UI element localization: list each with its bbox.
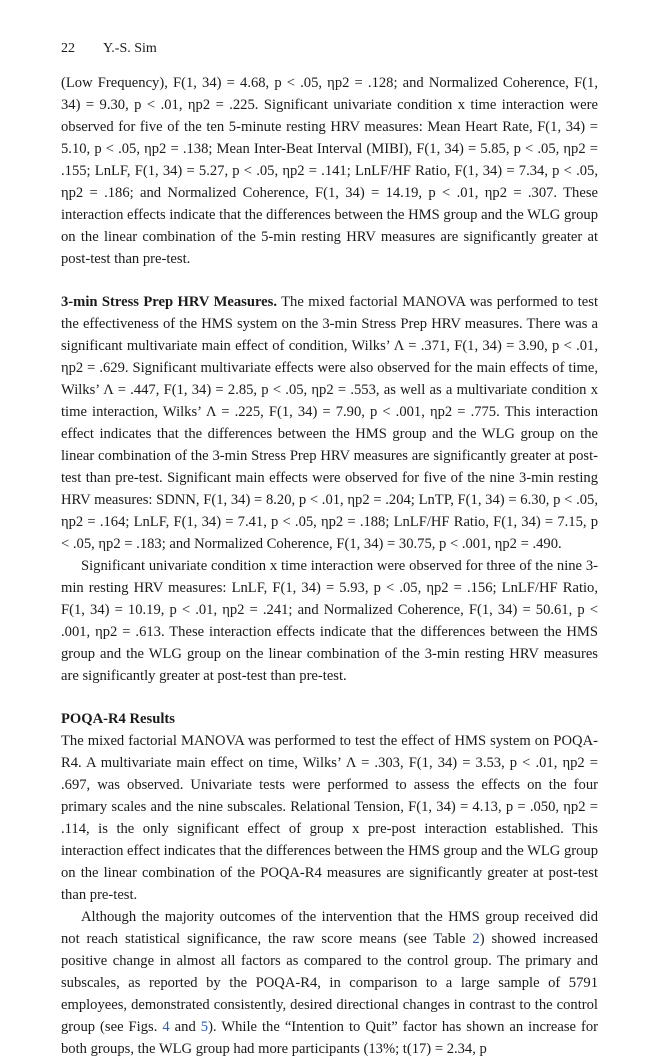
text-segment: Although the majority outcomes of the intervention that the HMS group received did not reach statistical significance, the raw score means (see Table <box>61 909 598 947</box>
page <box>61 38 598 1060</box>
subsection-heading: 3-min Stress Prep HRV Measures. <box>61 294 277 310</box>
paragraph-3min-stress-prep <box>61 291 598 555</box>
paragraph-text: The mixed factorial MANOVA was performed to test the effectiveness of the HMS system on the 3-min Stress Prep HRV measures. There was a significant multivariate main effect of condition, Wilks’ Λ = .371, F(1, 34) = 3.90, p < .01, ηp2 = .629. Significant multivariate effects were also observed for the main effects of time, Wilks’ Λ = .447, F(1, 34) = 2.85, p < .05, ηp2 = .553, as well as a multivariate condition x time interaction, Wilks’ Λ = .225, F(1, 34) = 7.90, p < .001, ηp2 = .775. This interaction effect indicates that the differences between the HMS group and the WLG group on the linear combination of the 3-min Stress Prep HRV measures are significantly greater at post-test than pre-test. Significant main effects were observed for five of the nine 3-min resting HRV measures: SDNN, F(1, 34) = 8.20, p < .01, ηp2 = .204; LnTP, F(1, 34) = 6.30, p < .05, ηp2 = .164; LnLF, F(1, 34) = 7.41, p < .05, ηp2 = .188; LnLF/HF Ratio, F(1, 34) = 7.15, p < .05, ηp2 = .183; and Normalized Coherence, F(1, 34) = 30.75, p < .001, ηp2 = .490. <box>61 294 598 552</box>
table-reference-link[interactable]: 2 <box>472 931 480 947</box>
page-number: 22 <box>61 41 75 56</box>
running-header <box>61 38 598 60</box>
paragraph-raw-score-means <box>61 906 598 1060</box>
text-segment: ) showed increased positive change in almost all factors as compared to the control group. The primary and subscales, as reported by the POQA-R4, in comparison to a large sample of 5791 employees, demonstrated consistently, desired directional changes in contrast to the control group (see Figs. <box>61 931 599 1035</box>
text-segment: ). While the “Intention to Quit” factor has shown an increase for both groups, the WLG group had more participants (13%; t(17) = 2.34, p <box>61 1019 598 1057</box>
figure-reference-link[interactable]: 4 <box>162 1019 170 1035</box>
figure-reference-link[interactable]: 5 <box>200 1019 209 1035</box>
section-title: POQA-R4 Results <box>61 711 175 727</box>
paragraph-5min-hrv: (Low Frequency), F(1, 34) = 4.68, p < .05, ηp2 = .128; and Normalized Coherence, F(1, 34) = 9.30, p < .01, ηp2 = .225. Significant univariate condition x time interaction were observed for five of the ten 5-minute resting HRV measures: Mean Heart Rate, F(1, 34) = 5.10, p < .05, ηp2 = .138; Mean Inter-Beat Interval (MIBI), F(1, 34) = 5.85, p < .05, ηp2 = .155; LnLF, F(1, 34) = 5.27, p < .05, ηp2 = .141; LnLF/HF Ratio, F(1, 34) = 7.34, p < .05, ηp2 = .186; and Normalized Coherence, F(1, 34) = 14.19, p < .01, ηp2 = .307. These interaction effects indicate that the differences between the HMS group and the WLG group on the linear combination of the 5-min resting HRV measures are significantly greater at post-test than pre-test. <box>61 75 598 267</box>
author-name: Y.-S. Sim <box>103 41 157 56</box>
paragraph-poqa-results: The mixed factorial MANOVA was performed to test the effect of HMS system on POQA-R4. A multivariate main effect on time, Wilks’ Λ = .303, F(1, 34) = 3.53, p < .01, ηp2 = .697, was observed. Univariate tests were performed to assess the effects on the four primary scales and the nine subscales. Relational Tension, F(1, 34) = 4.13, p = .050, ηp2 = .114, is the only significant effect of group x pre-post interaction established. This interaction effect indicates that the differences between the HMS group and the WLG group on the linear combination of the POQA-R4 measures are significantly greater at post-test than pre-test. <box>61 733 598 903</box>
paragraph-interaction: Significant univariate condition x time interaction were observed for three of the nine 3-min resting HRV measures: LnLF, F(1, 34) = 5.93, p < .05, ηp2 = .156; LnLF/HF Ratio, F(1, 34) = 10.19, p < .01, ηp2 = .241; and Normalized Coherence, F(1, 34) = 50.61, p < .001, ηp2 = .613. These interaction effects indicate that the differences between the HMS group and the WLG group on the linear combination of the 3-min resting HRV measures are significantly greater at post-test than pre-test. <box>61 558 598 684</box>
text-segment: and <box>169 1019 201 1035</box>
